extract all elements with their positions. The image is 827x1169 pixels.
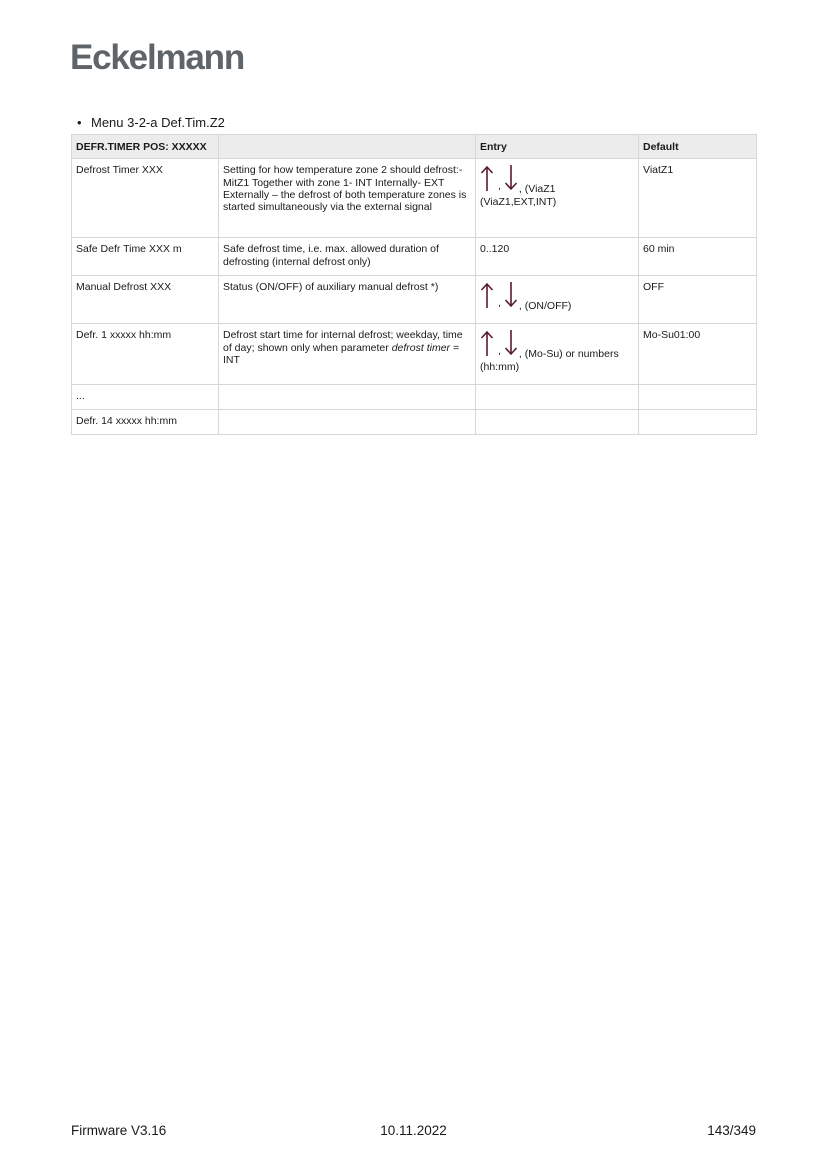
- arrow-up-icon: [480, 329, 495, 357]
- header-default: Default: [639, 135, 757, 159]
- description-cell: [219, 410, 476, 435]
- footer-date: 10.11.2022: [380, 1123, 447, 1138]
- header-entry: Entry: [476, 135, 639, 159]
- table-row: [72, 276, 757, 324]
- description-cell: Defrost start time for internal defrost; weekday, time of day; shown only when parameter defrost timer = INT: [219, 324, 476, 385]
- table-row: [72, 410, 757, 435]
- table-row: [72, 324, 757, 385]
- param-cell: Defrost Timer XXX: [72, 159, 219, 238]
- entry-separator: ,: [498, 297, 501, 309]
- table-row: [72, 238, 757, 276]
- arrow-up-icon: [480, 281, 495, 309]
- entry-cell: 0..120: [476, 238, 639, 276]
- section-heading: [77, 115, 225, 130]
- table-row: [72, 159, 757, 238]
- footer-firmware: Firmware V3.16: [71, 1123, 167, 1138]
- section-title: Menu 3-2-a Def.Tim.Z2: [91, 115, 225, 130]
- entry-cell: [476, 276, 639, 324]
- entry-text: , (Mo-Su) or numbers (hh:mm): [480, 348, 619, 373]
- entry-separator: ,: [498, 345, 501, 357]
- default-cell: [639, 385, 757, 410]
- description-cell: Status (ON/OFF) of auxiliary manual defrost *): [219, 276, 476, 324]
- entry-separator: ,: [498, 180, 501, 192]
- description-cell: Safe defrost time, i.e. max. allowed duration of defrosting (internal defrost only): [219, 238, 476, 276]
- header-param: DEFR.TIMER POS: XXXXX: [72, 135, 219, 159]
- default-cell: OFF: [639, 276, 757, 324]
- default-cell: [639, 410, 757, 435]
- default-cell: Mo-Su01:00: [639, 324, 757, 385]
- param-cell: Manual Defrost XXX: [72, 276, 219, 324]
- entry-text: , (ON/OFF): [518, 300, 572, 313]
- arrow-down-icon: [504, 329, 519, 357]
- table-row: [72, 385, 757, 410]
- param-cell: Safe Defr Time XXX m: [72, 238, 219, 276]
- header-description: [219, 135, 476, 159]
- default-cell: ViatZ1: [639, 159, 757, 238]
- description-cell: [219, 385, 476, 410]
- arrow-up-icon: [480, 164, 495, 192]
- param-cell: Defr. 14 xxxxx hh:mm: [72, 410, 219, 435]
- arrow-down-icon: [504, 164, 519, 192]
- table-header-row: [72, 135, 757, 159]
- default-cell: 60 min: [639, 238, 757, 276]
- parameter-table: [71, 134, 757, 435]
- entry-text: , (ViaZ1 (ViaZ1,EXT,INT): [480, 183, 557, 208]
- param-cell: ...: [72, 385, 219, 410]
- entry-cell: [476, 410, 639, 435]
- bullet: •: [77, 115, 82, 130]
- footer-page-number: 143/349: [707, 1123, 756, 1138]
- entry-cell: [476, 324, 639, 385]
- entry-cell: [476, 385, 639, 410]
- arrow-down-icon: [504, 281, 519, 309]
- brand-logo: Eckelmann: [70, 38, 245, 77]
- entry-cell: [476, 159, 639, 238]
- param-cell: Defr. 1 xxxxx hh:mm: [72, 324, 219, 385]
- description-cell: Setting for how temperature zone 2 should defrost:- MitZ1 Together with zone 1- INT Internally- EXT Externally – the defrost of both temperature zones is started simultaneously via the external signal: [219, 159, 476, 238]
